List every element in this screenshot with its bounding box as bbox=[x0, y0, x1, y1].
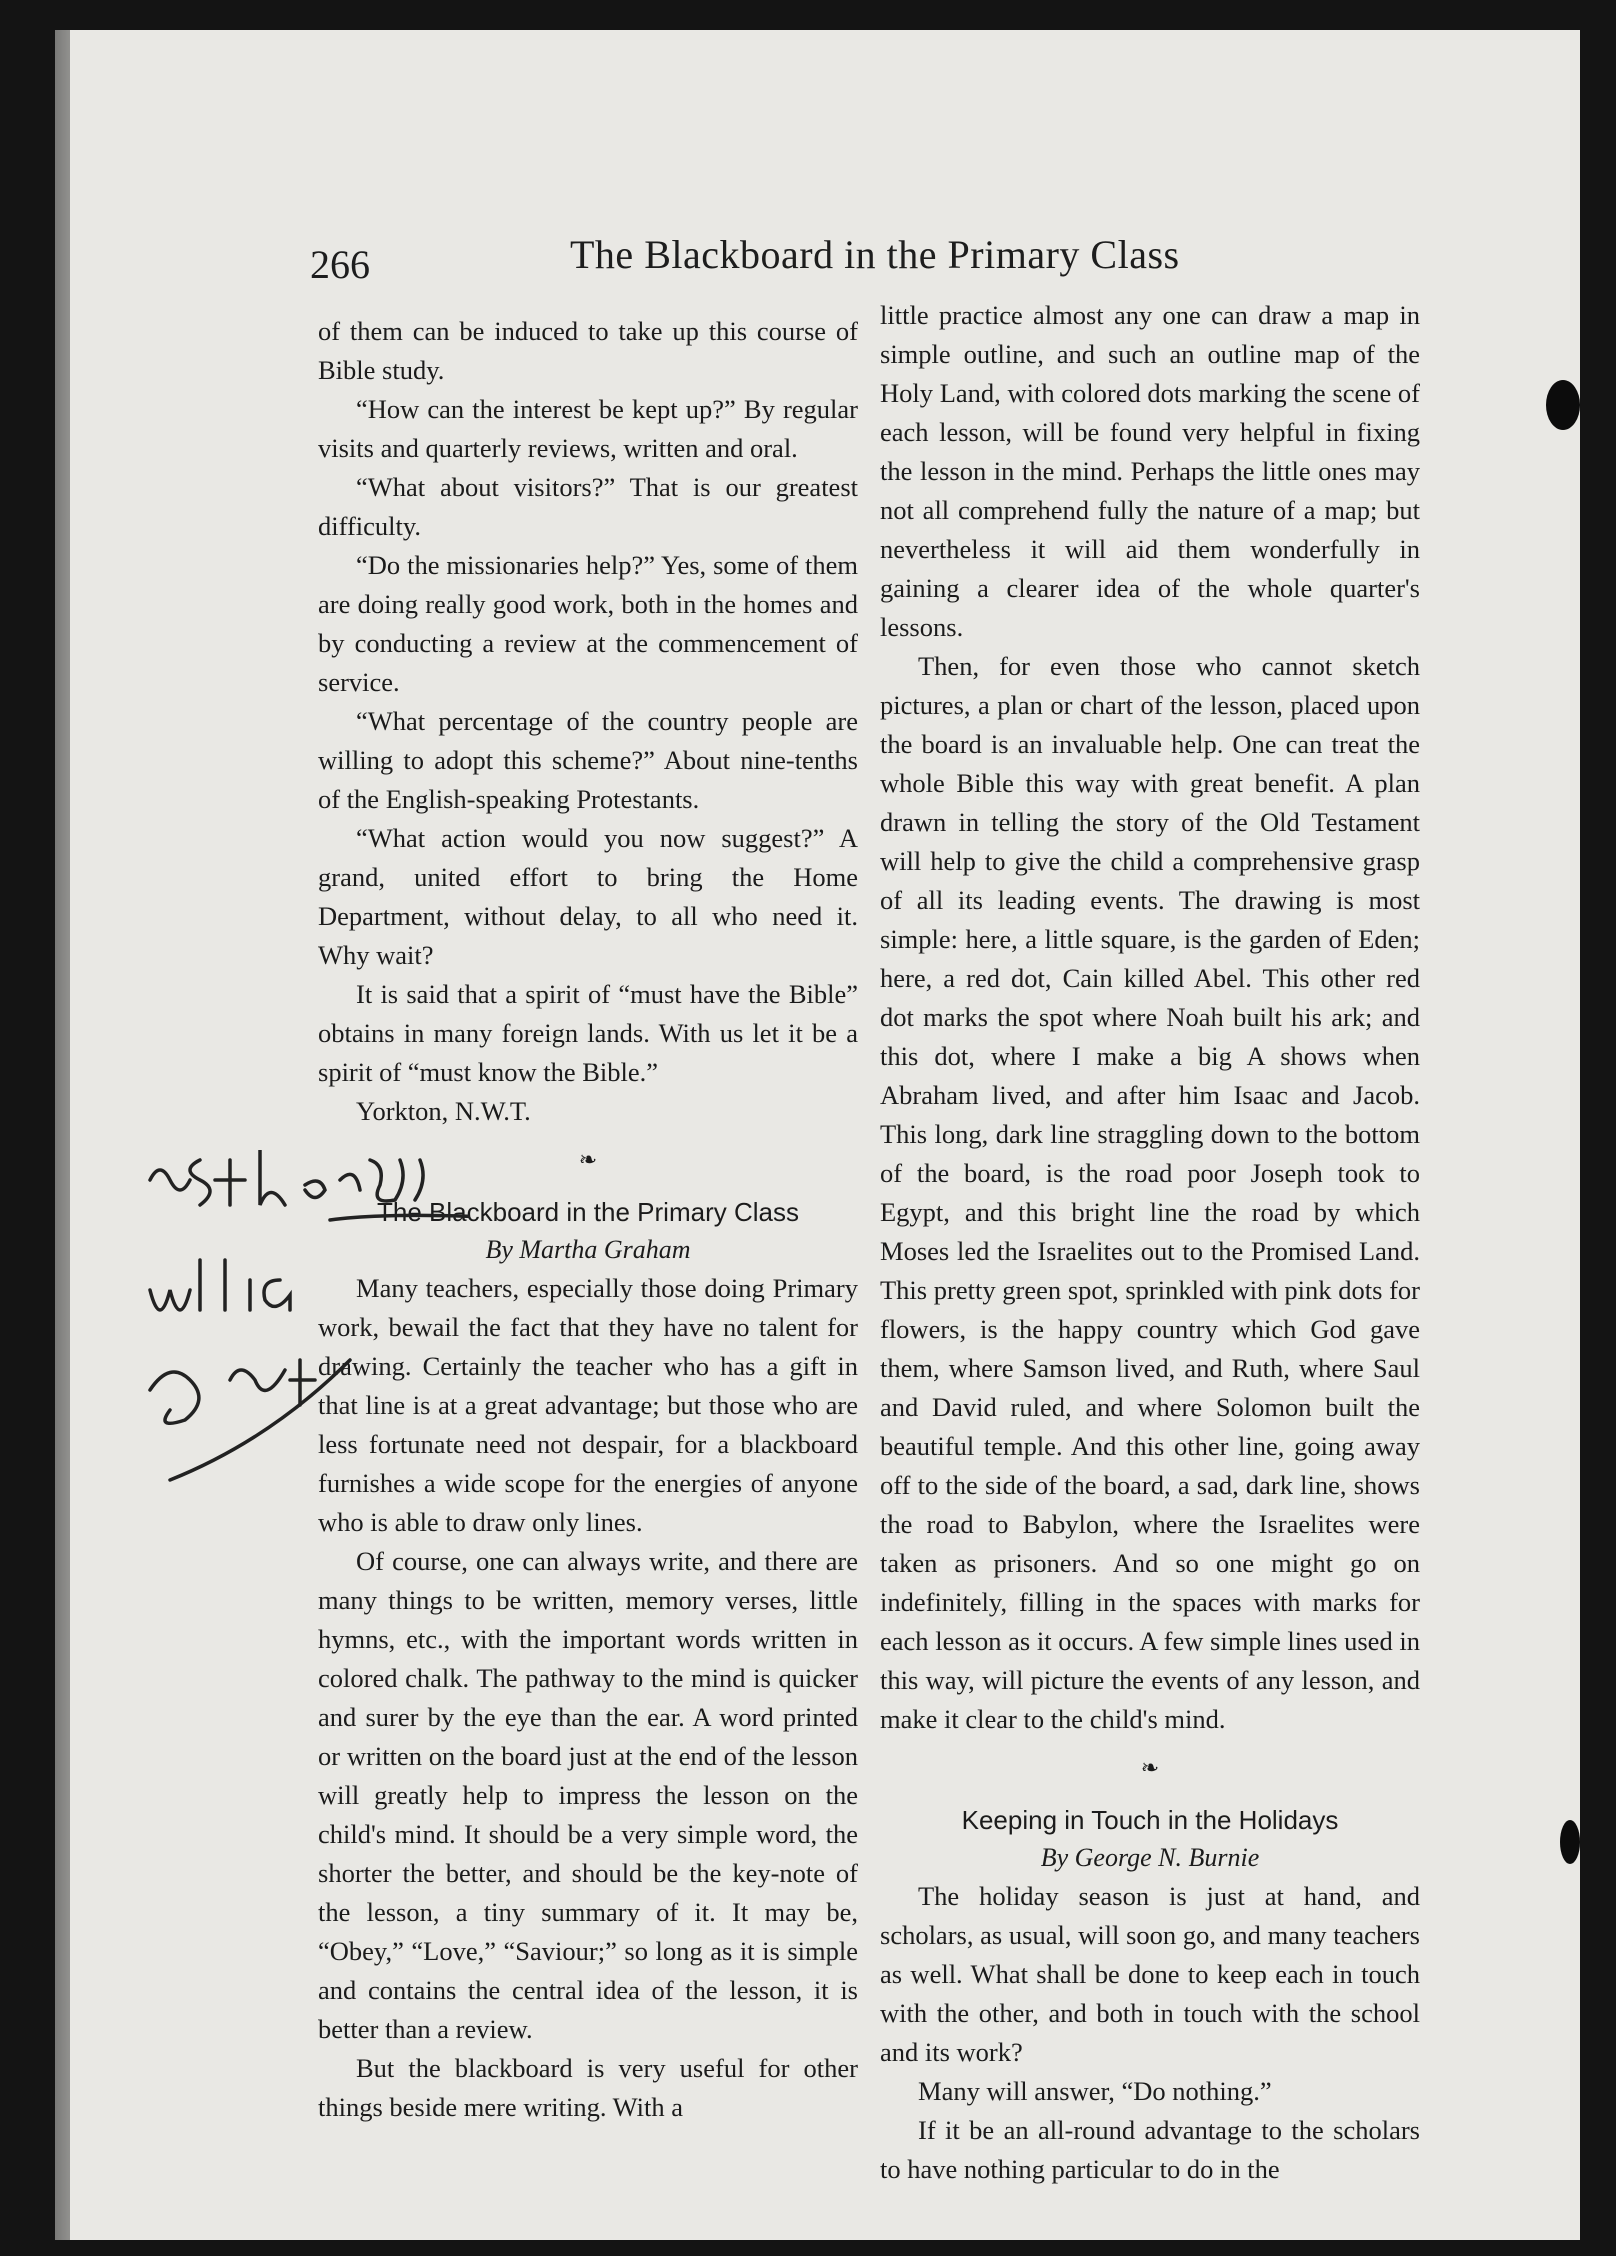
article-title: The Blackboard in the Primary Class bbox=[377, 1197, 799, 1227]
paragraph: “What about visitors?” That is our greatest difficulty. bbox=[318, 472, 858, 541]
paragraph: Many teachers, especially those doing Primary work, bewail the fact that they have no talent for drawing. Certainly the teacher who has a gift in that line is at a great advantage; but those who are less fortunate need not despair, for a blackboard furnishes a wide scope for the energies of anyone who is able to draw only lines. bbox=[318, 1273, 858, 1537]
running-head bbox=[310, 225, 1530, 285]
page-number: 266 bbox=[310, 242, 370, 287]
paragraph: “Do the missionaries help?” Yes, some of them are doing really good work, both in the homes and by conducting a review at the commencement of service. bbox=[318, 550, 858, 697]
section-ornament: ❧ bbox=[1140, 1755, 1160, 1780]
paragraph: If it be an all-round advantage to the scholars to have nothing particular to do in the bbox=[880, 2115, 1420, 2184]
paragraph: little practice almost any one can draw a map in simple outline, and such an outline map of the Holy Land, with colored dots marking the scene of each lesson, will be found very helpful in fixing the lesson in the mind. Perhaps the little ones may not all comprehend fully the nature of a map; but nevertheless it will aid them wonderfully in gaining a clearer idea of the whole quarter's lessons. bbox=[880, 300, 1420, 642]
paragraph: “What action would you now suggest?” A grand, united effort to bring the Home Department, without delay, to all who need it. Why wait? bbox=[318, 823, 858, 970]
punch-hole-top bbox=[1546, 380, 1580, 430]
paragraph: Many will answer, “Do nothing.” bbox=[918, 2076, 1272, 2106]
right-column bbox=[880, 296, 1420, 2189]
signoff: Yorkton, N.W.T. bbox=[356, 1096, 531, 1126]
paragraph: Of course, one can always write, and there are many things to be written, memory verses, little hymns, etc., with the important words written in colored chalk. The pathway to the mind is quicker and surer by the eye than the ear. A word printed or written on the board just at the end of the lesson will greatly help to impress the lesson on the child's mind. It should be a very simple word, the shorter the better, and should be the key-note of the lesson, a tiny summary of it. It may be, “Obey,” “Love,” “Saviour;” so long as it is simple and contains the central idea of the lesson, it is better than a review. bbox=[318, 1546, 858, 2044]
handwritten-marginalia bbox=[130, 1150, 470, 1550]
punch-hole-bottom bbox=[1560, 1820, 1580, 1864]
paragraph: of them can be induced to take up this course of Bible study. bbox=[318, 316, 858, 385]
byline: By George N. Burnie bbox=[1040, 1843, 1260, 1872]
paragraph: Then, for even those who cannot sketch pictures, a plan or chart of the lesson, placed upon the board is an invaluable help. One can treat the whole Bible this way with great benefit. A plan drawn in telling the story of the Old Testament will help to give the child a comprehensive grasp of all its leading events. The drawing is most simple: here, a little square, is the garden of Eden; here, a red dot, Cain killed Abel. This other red dot marks the spot where Noah built his ark; and this dot, where I make a big A shows when Abraham lived, and after him Isaac and Jacob. This long, dark line straggling down to the bottom of the board, is the road poor Joseph took to Egypt, and this bright line the road by which Moses led the Israelites out to the Promised Land. This pretty green spot, sprinkled with pink dots for flowers, is the happy country which God gave them, where Samson lived, and Ruth, where Saul and David ruled, and where Solomon built the beautiful temple. And this other line, going away off to the side of the board, a sad, dark line, shows the road to Babylon, where the Israelites were taken as prisoners. And so one might go on indefinitely, filling in the spaces with marks for each lesson as it occurs. A few simple lines used in this way, will picture the events of any lesson, and make it clear to the child's mind. bbox=[880, 651, 1420, 1734]
paragraph: “How can the interest be kept up?” By regular visits and quarterly reviews, written and oral. bbox=[318, 394, 858, 463]
paragraph: It is said that a spirit of “must have the Bible” obtains in many foreign lands. With us let it be a spirit of “must know the Bible.” bbox=[318, 979, 858, 1087]
paragraph: The holiday season is just at hand, and scholars, as usual, will soon go, and many teachers as well. What shall be done to keep each in touch with the other, and both in touch with the school and its work? bbox=[880, 1881, 1420, 2067]
section-ornament: ❧ bbox=[578, 1147, 598, 1172]
running-title: The Blackboard in the Primary Class bbox=[570, 232, 1180, 277]
paragraph: But the blackboard is very useful for other things beside mere writing. With a bbox=[318, 2053, 858, 2122]
paragraph: “What percentage of the country people are willing to adopt this scheme?” About nine-tenths of the English-speaking Protestants. bbox=[318, 706, 858, 814]
byline: By Martha Graham bbox=[485, 1235, 691, 1264]
article-title: Keeping in Touch in the Holidays bbox=[961, 1805, 1339, 1835]
